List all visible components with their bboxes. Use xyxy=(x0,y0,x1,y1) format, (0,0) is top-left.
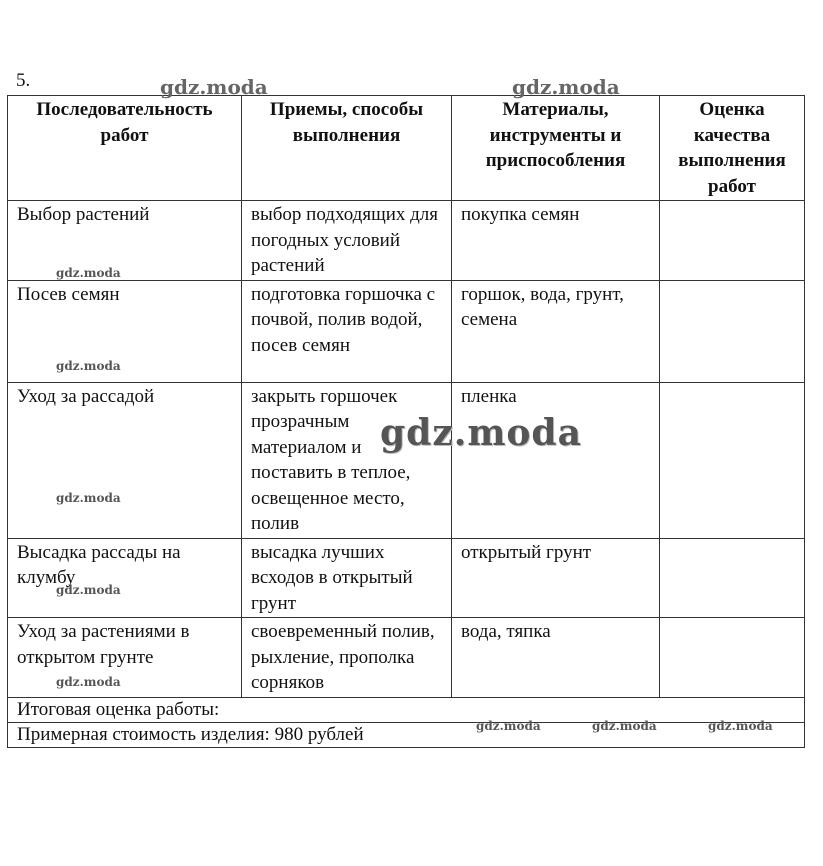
header-grade: Оценка качества выполнения работ xyxy=(660,96,805,201)
header-materials: Материалы, инструменты и приспособления xyxy=(452,96,660,201)
cell-step: Выбор растений xyxy=(8,201,242,281)
cell-grade xyxy=(660,382,805,538)
cell-step: Посев семян xyxy=(8,280,242,382)
watermark: gdz.moda xyxy=(512,75,620,99)
table-row xyxy=(8,538,805,618)
watermark: gdz.moda xyxy=(476,719,541,733)
table-row xyxy=(8,382,805,538)
watermark: gdz.moda xyxy=(56,359,121,373)
cell-materials: горшок, вода, грунт, семена xyxy=(452,280,660,382)
cell-materials: пленка xyxy=(452,382,660,538)
header-method: Приемы, способы выполнения xyxy=(242,96,452,201)
watermark: gdz.moda xyxy=(592,719,657,733)
cell-grade xyxy=(660,618,805,698)
watermark: gdz.moda xyxy=(56,675,121,689)
watermark-large: gdz.moda xyxy=(380,412,582,454)
watermark: gdz.moda xyxy=(56,491,121,505)
cell-materials: покупка семян xyxy=(452,201,660,281)
table-row xyxy=(8,201,805,281)
work-table xyxy=(7,95,805,748)
watermark: gdz.moda xyxy=(708,719,773,733)
table-row xyxy=(8,618,805,698)
cell-method: высадка лучших всходов в открытый грунт xyxy=(242,538,452,618)
cell-method: подготовка горшочка с почвой, полив водой, посев семян xyxy=(242,280,452,382)
table-row xyxy=(8,280,805,382)
cell-materials: открытый грунт xyxy=(452,538,660,618)
cell-method: выбор подходящих для погодных условий растений xyxy=(242,201,452,281)
summary-row-cost xyxy=(8,722,805,747)
watermark: gdz.moda xyxy=(56,266,121,280)
cell-step: Высадка рассады на клумбу xyxy=(8,538,242,618)
watermark: gdz.moda xyxy=(56,583,121,597)
final-grade-text: Итоговая оценка работы: xyxy=(8,697,805,722)
task-number: 5. xyxy=(16,70,31,91)
cell-grade xyxy=(660,538,805,618)
watermark: gdz.moda xyxy=(160,75,268,99)
summary-row-final-grade xyxy=(8,697,805,722)
cell-step: Уход за растениями в открытом грунте xyxy=(8,618,242,698)
header-step: Последовательность работ xyxy=(8,96,242,201)
cell-materials: вода, тяпка xyxy=(452,618,660,698)
cell-method: закрыть горшочек прозрачным материалом и поставить в теплое, освещенное место, полив xyxy=(242,382,452,538)
cell-method: своевременный полив, рыхление, прополка сорняков xyxy=(242,618,452,698)
cell-step: Уход за рассадой xyxy=(8,382,242,538)
table-header-row xyxy=(8,96,805,201)
cell-grade xyxy=(660,201,805,281)
cell-grade xyxy=(660,280,805,382)
cost-text: Примерная стоимость изделия: 980 рублей xyxy=(8,722,805,747)
